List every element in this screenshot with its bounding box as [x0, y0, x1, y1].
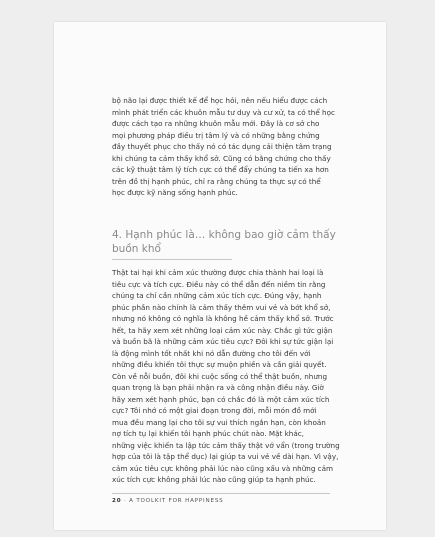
text-line: quan trọng là bạn phải nhận ra và công nhận điều này. Giờ: [112, 383, 324, 392]
book-page: [54, 22, 386, 530]
text-line: mọi phương pháp điều trị tâm lý và có những bằng chứng: [112, 130, 320, 140]
body-paragraph-1: [112, 95, 335, 199]
text-line: phúc phần nào chính là cảm thấy thêm vui vẻ và bớt khổ sở,: [112, 302, 331, 312]
text-line: các kỹ thuật tâm lý tích cực có thể đẩy chúng ta tiến xa hơn: [112, 165, 329, 174]
text-line: chúng ta chỉ cần những cảm xúc tích cực. Đúng vậy, hạnh: [112, 291, 322, 300]
text-line: hợp của tôi là tập thể dục) lại giúp ta vui vẻ về dài hạn. Vì vậy,: [112, 452, 339, 461]
body-paragraph-2: [112, 267, 340, 486]
text-line: hãy xem xét hạnh phúc, bạn có chắc đó là một cảm xúc tích: [112, 394, 330, 404]
text-line: xúc tích cực không phải lúc nào cũng giúp ta hạnh phúc.: [112, 475, 316, 484]
text-line: nhưng nó không có nghĩa là không hề cảm thấy khổ sở. Trước: [112, 314, 334, 323]
page-number: 20: [112, 498, 122, 504]
text-line: Còn về nỗi buồn, đôi khi cuộc sống có thể thật buồn, nhưng: [112, 371, 328, 381]
heading-line: 4. Hạnh phúc là… không bao giờ cảm thấy: [112, 229, 336, 241]
text-line: những việc khiến ta lập tức cảm thấy thật vớ vẩn (trong trường: [112, 440, 340, 450]
book-title: A TOOLKIT FOR HAPPINESS: [129, 498, 224, 504]
footer-divider: [112, 493, 330, 494]
page-footer: [112, 498, 224, 504]
text-line: bộ não lại được thiết kế để học hỏi, nên nếu hiểu được cách: [112, 96, 328, 105]
section-heading: [112, 228, 336, 256]
text-line: được cách tạo ra những khuôn mẫu mới. Đây là cơ sở cho: [112, 119, 320, 128]
text-line: trên đồ thị hạnh phúc, chỉ ra rằng chúng ta thực sự có thể: [112, 176, 321, 186]
text-line: tiêu cực và tích cực. Điều này có thể dẫn đến niềm tin rằng: [112, 279, 326, 289]
text-line: Thật tai hại khi cảm xúc thường được chia thành hai loại là: [112, 268, 324, 277]
text-line: đầy thuyết phục cho thấy nó có tác dụng cải thiện tâm trạng: [112, 142, 332, 151]
heading-divider: [112, 259, 232, 260]
text-line: những điều khiến tôi thực sự muộn phiền và cần giải quyết.: [112, 360, 327, 369]
text-line: khi chúng ta cảm thấy khổ sở. Cũng có bằng chứng cho thấy: [112, 153, 331, 163]
heading-line: buồn khổ: [112, 243, 161, 255]
text-line: nợ tích tụ lại khiến tôi hạnh phúc chút nào. Mặt khác,: [112, 429, 304, 438]
text-line: hết, ta hãy xem xét những loại cảm xúc này. Chắc gì tức giận: [112, 325, 333, 335]
text-line: cực? Tôi nhớ có một giai đoạn trong đời, mỗi món đồ mới: [112, 406, 317, 415]
text-line: cảm xúc tiêu cực không phải lúc nào cũng xấu và những cảm: [112, 463, 334, 473]
text-line: mua đều mang lại cho tôi sự vui thích ngắn hạn, còn khoản: [112, 417, 326, 427]
text-line: mình phát triển các khuôn mẫu tư duy và cư xử, ta có thể học: [112, 107, 335, 117]
text-line: học được kỹ năng sống hạnh phúc.: [112, 188, 238, 197]
text-line: là động mình tốt nhất khi nó dẫn đường cho tôi đến với: [112, 348, 311, 358]
text-line: và buồn bã là những cảm xúc tiêu cực? Đôi khi sự tức giận lại: [112, 337, 334, 346]
footer-separator: ·: [123, 498, 127, 504]
